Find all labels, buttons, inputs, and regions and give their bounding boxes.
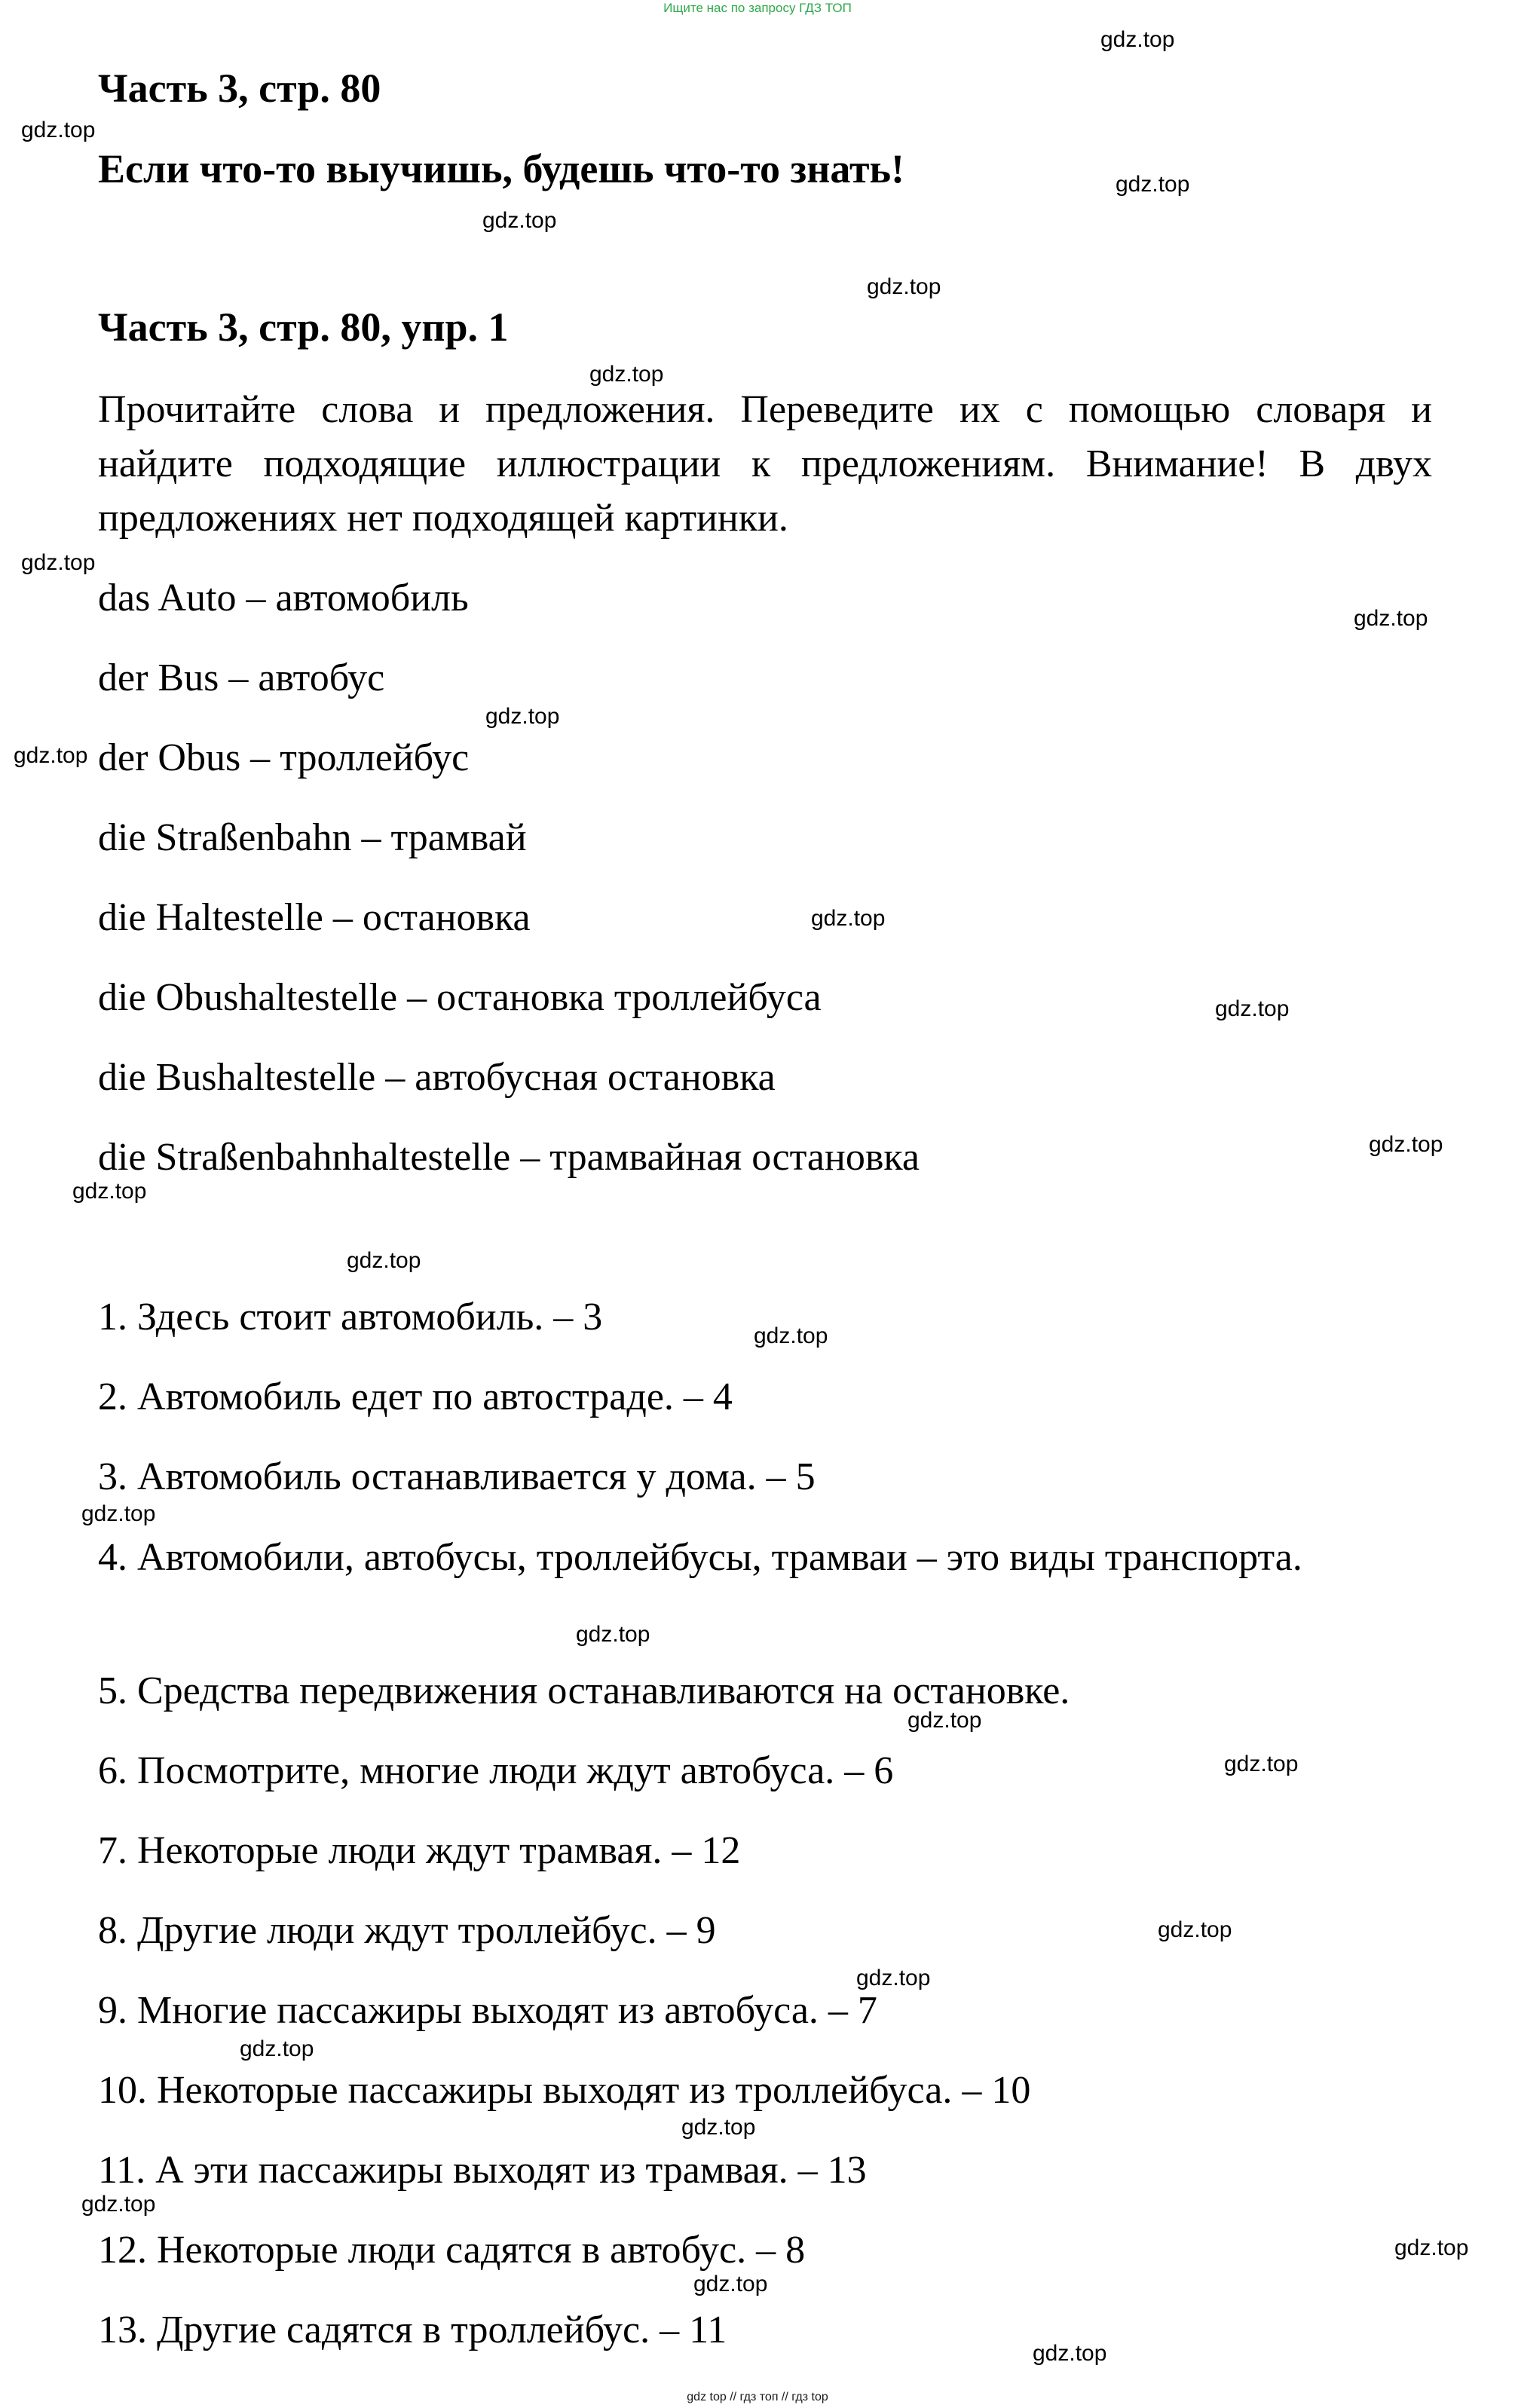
sentence: 4. Автомобили, автобусы, троллейбусы, трамваи – это виды транспорта. — [98, 1536, 1302, 1579]
vocab-item: die Straßenbahn – трамвай — [98, 816, 527, 859]
vocab-item: der Obus – троллейбус — [98, 736, 470, 779]
watermark: gdz.top — [1224, 1752, 1299, 1776]
watermark: gdz.top — [856, 1966, 931, 1990]
watermark: gdz.top — [1100, 27, 1175, 52]
watermark: gdz.top — [693, 2272, 768, 2296]
section-title: Часть 3, стр. 80 — [98, 66, 381, 111]
sentence: 11. А эти пассажиры выходят из трамвая. – 13 — [98, 2149, 867, 2192]
watermark: gdz.top — [867, 274, 941, 299]
sentence: 12. Некоторые люди садятся в автобус. – 8 — [98, 2229, 806, 2272]
exercise-title: Часть 3, стр. 80, упр. 1 — [98, 304, 509, 350]
watermark: gdz.top — [81, 2192, 156, 2217]
watermark: gdz.top — [1215, 996, 1290, 1021]
watermark: gdz.top — [21, 550, 96, 575]
sentence: 6. Посмотрите, многие люди ждут автобуса. – 6 — [98, 1749, 894, 1792]
watermark: gdz.top — [907, 1708, 982, 1733]
watermark: gdz.top — [485, 704, 560, 729]
watermark: gdz.top — [754, 1323, 828, 1348]
watermark: gdz.top — [72, 1179, 147, 1204]
sentence: 7. Некоторые люди ждут трамвая. – 12 — [98, 1829, 741, 1872]
vocab-item: die Obushaltestelle – остановка троллейбуса — [98, 976, 822, 1019]
top-banner: Ищите нас по запросу ГДЗ ТОП — [663, 1, 852, 15]
watermark: gdz.top — [811, 906, 886, 931]
watermark: gdz.top — [482, 208, 557, 233]
watermark: gdz.top — [1394, 2235, 1469, 2260]
watermark: gdz.top — [14, 743, 88, 768]
watermark: gdz.top — [576, 1622, 650, 1647]
sentence: 2. Автомобиль едет по автостраде. – 4 — [98, 1375, 733, 1418]
vocab-item: das Auto – автомобиль — [98, 577, 469, 620]
watermark: gdz.top — [1158, 1917, 1232, 1942]
vocab-item: die Bushaltestelle – автобусная остановка — [98, 1056, 776, 1099]
sentence: 13. Другие садятся в троллейбус. – 11 — [98, 2309, 727, 2351]
sentence: 9. Многие пассажиры выходят из автобуса. – 7 — [98, 1989, 877, 2032]
watermark: gdz.top — [1033, 2341, 1107, 2366]
sentence: 8. Другие люди ждут троллейбус. – 9 — [98, 1909, 716, 1952]
sentence: 3. Автомобиль останавливается у дома. – 5 — [98, 1455, 816, 1498]
vocab-item: die Straßenbahnhaltestelle – трамвайная остановка — [98, 1136, 920, 1179]
watermark: gdz.top — [1354, 606, 1428, 631]
instructions: Прочитайте слова и предложения. Переведите их с помощью словаря и найдите подходящие иллюстрации к предложениям. Внимание! В двух предложениях нет подходящей картинки. — [98, 388, 1432, 540]
watermark: gdz.top — [1116, 172, 1190, 197]
watermark: gdz.top — [21, 118, 96, 142]
sentence: 5. Средства передвижения останавливаются на остановке. — [98, 1669, 1070, 1712]
watermark: gdz.top — [81, 1501, 156, 1526]
vocab-item: der Bus – автобус — [98, 656, 385, 699]
watermark: gdz.top — [1369, 1132, 1443, 1157]
sentence: 1. Здесь стоит автомобиль. – 3 — [98, 1296, 603, 1339]
watermark: gdz.top — [589, 362, 664, 387]
watermark: gdz.top — [681, 2115, 756, 2140]
motto: Если что-то выучишь, будешь что-то знать! — [98, 146, 905, 191]
watermark: gdz.top — [240, 2036, 314, 2061]
watermark: gdz.top — [347, 1248, 421, 1273]
sentence: 10. Некоторые пассажиры выходят из троллейбуса. – 10 — [98, 2069, 1031, 2112]
vocab-item: die Haltestelle – остановка — [98, 896, 531, 939]
bottom-banner: gdz top // гдз топ // гдз top — [687, 2391, 828, 2403]
